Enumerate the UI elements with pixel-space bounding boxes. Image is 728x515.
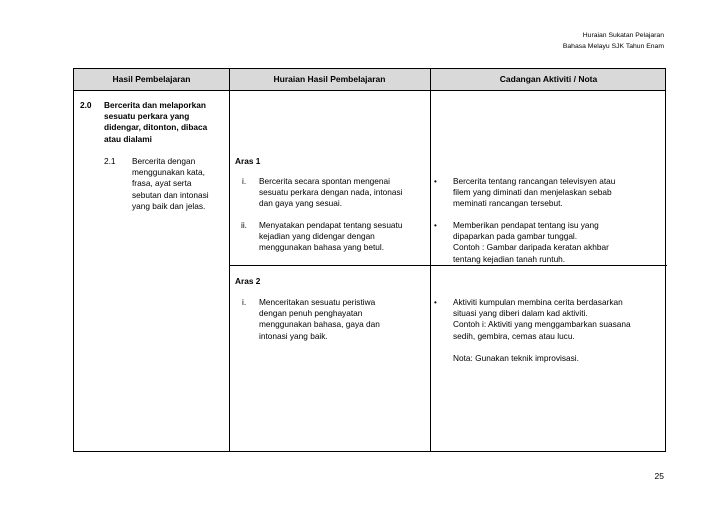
- activity-line: Bercerita tentang rancangan televisyen atau: [453, 176, 616, 186]
- level-1-item-1-numeral: i.: [242, 176, 247, 186]
- table-header-row: [74, 69, 665, 91]
- header-cadangan: Cadangan Aktiviti / Nota: [499, 74, 598, 84]
- subsection-number: 2.1: [104, 156, 116, 166]
- page-header: [563, 30, 664, 52]
- level-1-label: Aras 1: [235, 156, 261, 166]
- activity-line: filem yang diminati dan menjelaskan sebab: [453, 187, 612, 198]
- header-line-1: Huraian Sukatan Pelajaran: [582, 32, 664, 39]
- item-line: Bercerita secara spontan mengenai: [259, 176, 390, 186]
- activity-line: Aktiviti kumpulan membina cerita berdasarkan: [453, 297, 623, 307]
- section-title-line: Bercerita dan melaporkan: [104, 100, 206, 110]
- activity-line: meminati rancangan tersebut.: [453, 198, 563, 209]
- activity-line: Contoh : Gambar daripada keratan akhbar: [453, 242, 609, 253]
- section-title-line: atau dialami: [104, 133, 152, 144]
- subsection-text: [132, 156, 228, 212]
- activity-line: Memberikan pendapat tentang isu yang: [453, 220, 599, 230]
- item-line: menggunakan bahasa, gaya dan: [259, 319, 380, 330]
- section-number: 2.0: [80, 100, 92, 110]
- level-2-item-1-numeral: i.: [242, 297, 247, 307]
- level-1-item-2-numeral: ii.: [241, 220, 247, 230]
- subsection-line: menggunakan kata,: [132, 167, 205, 178]
- bullet-icon: •: [434, 298, 437, 307]
- column-divider-1: [229, 69, 230, 451]
- level-1-item-1-text: [259, 176, 427, 210]
- section-title: [104, 100, 229, 145]
- item-line: dengan penuh penghayatan: [259, 308, 363, 319]
- header-hasil-pembelajaran: Hasil Pembelajaran: [112, 74, 191, 84]
- activity-line: situasi yang diberi dalam kad aktiviti.: [453, 308, 588, 319]
- activity-line: dipaparkan pada gambar tunggal.: [453, 231, 578, 242]
- level-2-label: Aras 2: [235, 276, 261, 286]
- item-line: Menyatakan pendapat tentang sesuatu: [259, 220, 403, 230]
- page-number: 25: [654, 471, 664, 481]
- bullet-icon: •: [434, 177, 437, 186]
- header-line-2: Bahasa Melayu SJK Tahun Enam: [562, 43, 664, 50]
- header-huraian: Huraian Hasil Pembelajaran: [273, 74, 386, 84]
- subsection-line: frasa, ayat serta: [132, 178, 192, 189]
- item-line: dan gaya yang sesuai.: [259, 198, 343, 209]
- activity-line: tentang kejadian tanah runtuh.: [453, 253, 566, 264]
- subsection-line: sebutan dan intonasi: [132, 189, 209, 200]
- level-divider-col2: [229, 265, 430, 266]
- column-divider-2: [430, 69, 431, 451]
- activity-line: sedih, gembira, cemas atau lucu.: [453, 330, 575, 341]
- item-line: sesuatu perkara dengan nada, intonasi: [259, 187, 403, 198]
- item-line: kejadian yang didengar dengan: [259, 231, 375, 242]
- item-line: intonasi yang baik.: [259, 330, 328, 341]
- activity-line: Contoh i: Aktiviti yang menggambarkan suasana: [453, 319, 631, 330]
- item-line: Menceritakan sesuatu peristiwa: [259, 297, 376, 307]
- activity-1: [453, 176, 665, 210]
- level-divider-col3: [430, 265, 667, 266]
- activity-3: [453, 297, 665, 342]
- level-1-item-2-text: [259, 220, 427, 254]
- syllabus-table: [73, 68, 666, 452]
- level-2-item-1-text: [259, 297, 427, 342]
- section-title-line: didengar, ditonton, dibaca: [104, 122, 208, 133]
- activity-2: [453, 220, 665, 265]
- subsection-line: yang baik dan jelas.: [132, 200, 206, 211]
- bullet-icon: •: [434, 221, 437, 230]
- item-line: menggunakan bahasa yang betul.: [259, 242, 385, 253]
- activity-note: Nota: Gunakan teknik improvisasi.: [453, 353, 579, 363]
- section-title-line: sesuatu perkara yang: [104, 111, 190, 122]
- subsection-line: Bercerita dengan: [132, 156, 196, 166]
